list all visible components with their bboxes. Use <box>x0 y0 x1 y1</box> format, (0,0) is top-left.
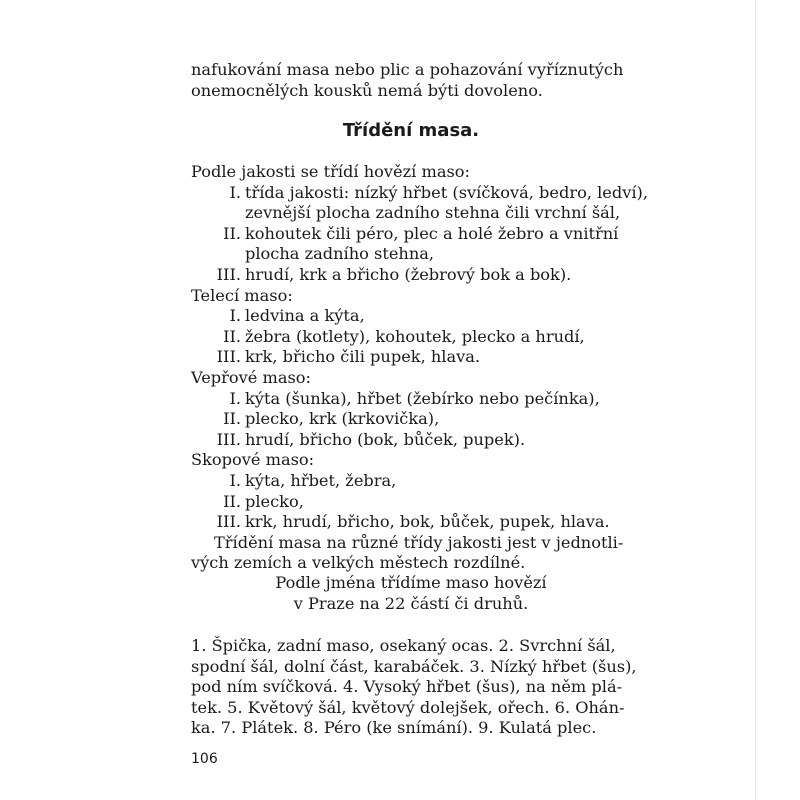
page-number: 106 <box>191 751 218 767</box>
list-item <box>191 409 631 430</box>
text-line: onemocnělých kousků nemá býti dovoleno. <box>191 80 543 100</box>
item-text: krk, hrudí, břicho, bok, bůček, pupek, hlava. <box>245 512 610 532</box>
category-label: Vepřové maso: <box>191 367 312 387</box>
item-number: II. <box>223 326 241 346</box>
item-text: krk, břicho čili pupek, hlava. <box>245 347 481 367</box>
item-number: I. <box>229 306 241 326</box>
item-number: I. <box>229 470 241 490</box>
intro-line: Podle jakosti se třídí hovězí maso: <box>191 162 470 181</box>
numbered-paragraph <box>191 636 637 739</box>
item-text: žebra (kotlety), kohoutek, plecko a hrudí, <box>245 326 585 346</box>
centered-caption <box>191 573 631 614</box>
text-line: pod ním svíčková. 4. Vysoký hřbet (šus), na něm plá- <box>191 677 623 697</box>
item-text: hrudí, břicho (bok, bůček, pupek). <box>245 429 526 449</box>
item-number: I. <box>229 182 241 202</box>
list-item <box>191 306 631 327</box>
item-continuation: zevnější plocha zadního stehna čili vrchní šál, <box>245 203 621 223</box>
text-line: spodní šál, dolní část, karabáček. 3. Nízký hřbet (šus), <box>191 656 637 676</box>
page-edge-line <box>755 0 756 800</box>
item-text: kýta, hřbet, žebra, <box>245 470 397 490</box>
item-text: kýta (šunka), hřbet (žebírko nebo pečínka), <box>245 388 600 408</box>
section-heading: Třídění masa. <box>342 120 480 141</box>
item-number: III. <box>216 264 241 284</box>
list-item <box>191 492 631 513</box>
text-line: 1. Špička, zadní maso, osekaný ocas. 2. Svrchní šál, <box>191 636 616 655</box>
list-item <box>191 430 631 451</box>
text-line: tek. 5. Květový šál, květový dolejšek, ořech. 6. Ohán- <box>191 697 625 717</box>
list-item <box>191 224 631 245</box>
item-text: plecko, <box>245 491 304 511</box>
category-label: Telecí maso: <box>191 285 293 305</box>
sorting-list <box>191 162 649 574</box>
item-text: plecko, krk (krkovička), <box>245 409 440 429</box>
item-number: II. <box>223 223 241 243</box>
item-continuation: plocha zadního stehna, <box>245 244 435 264</box>
closing-paragraph-line: Třídění masa na různé třídy jakosti jest v jednotli- <box>214 532 624 552</box>
item-text: ledvina a kýta, <box>245 306 365 326</box>
caption-line: Podle jména třídíme maso hovězí <box>275 573 547 592</box>
item-text: třída jakosti: nízký hřbet (svíčková, bedro, ledví), <box>245 182 649 202</box>
intro-paragraph <box>191 60 631 101</box>
list-item <box>191 347 631 368</box>
text-line: nafukování masa nebo plic a pohazování vyříznutých <box>191 60 624 79</box>
category-label: Skopové maso: <box>191 450 315 470</box>
item-number: II. <box>223 491 241 511</box>
item-text: hrudí, krk a břicho (žebrový bok a bok). <box>245 264 572 284</box>
item-number: I. <box>229 388 241 408</box>
item-text: kohoutek čili péro, plec a holé žebro a vnitřní <box>245 223 619 243</box>
text-line: ka. 7. Plátek. 8. Péro (ke snímání). 9. Kulatá plec. <box>191 718 597 738</box>
list-item <box>191 182 649 204</box>
item-number: II. <box>223 409 241 429</box>
list-item <box>191 389 631 410</box>
list-item <box>191 512 631 533</box>
list-item <box>191 471 631 492</box>
caption-line: v Praze na 22 částí či druhů. <box>293 593 529 613</box>
item-number: III. <box>216 512 241 532</box>
list-item <box>191 265 631 286</box>
item-number: III. <box>216 429 241 449</box>
list-item <box>191 327 631 348</box>
item-number: III. <box>216 347 241 367</box>
closing-paragraph-line: vých zemích a velkých městech rozdílné. <box>191 553 526 573</box>
